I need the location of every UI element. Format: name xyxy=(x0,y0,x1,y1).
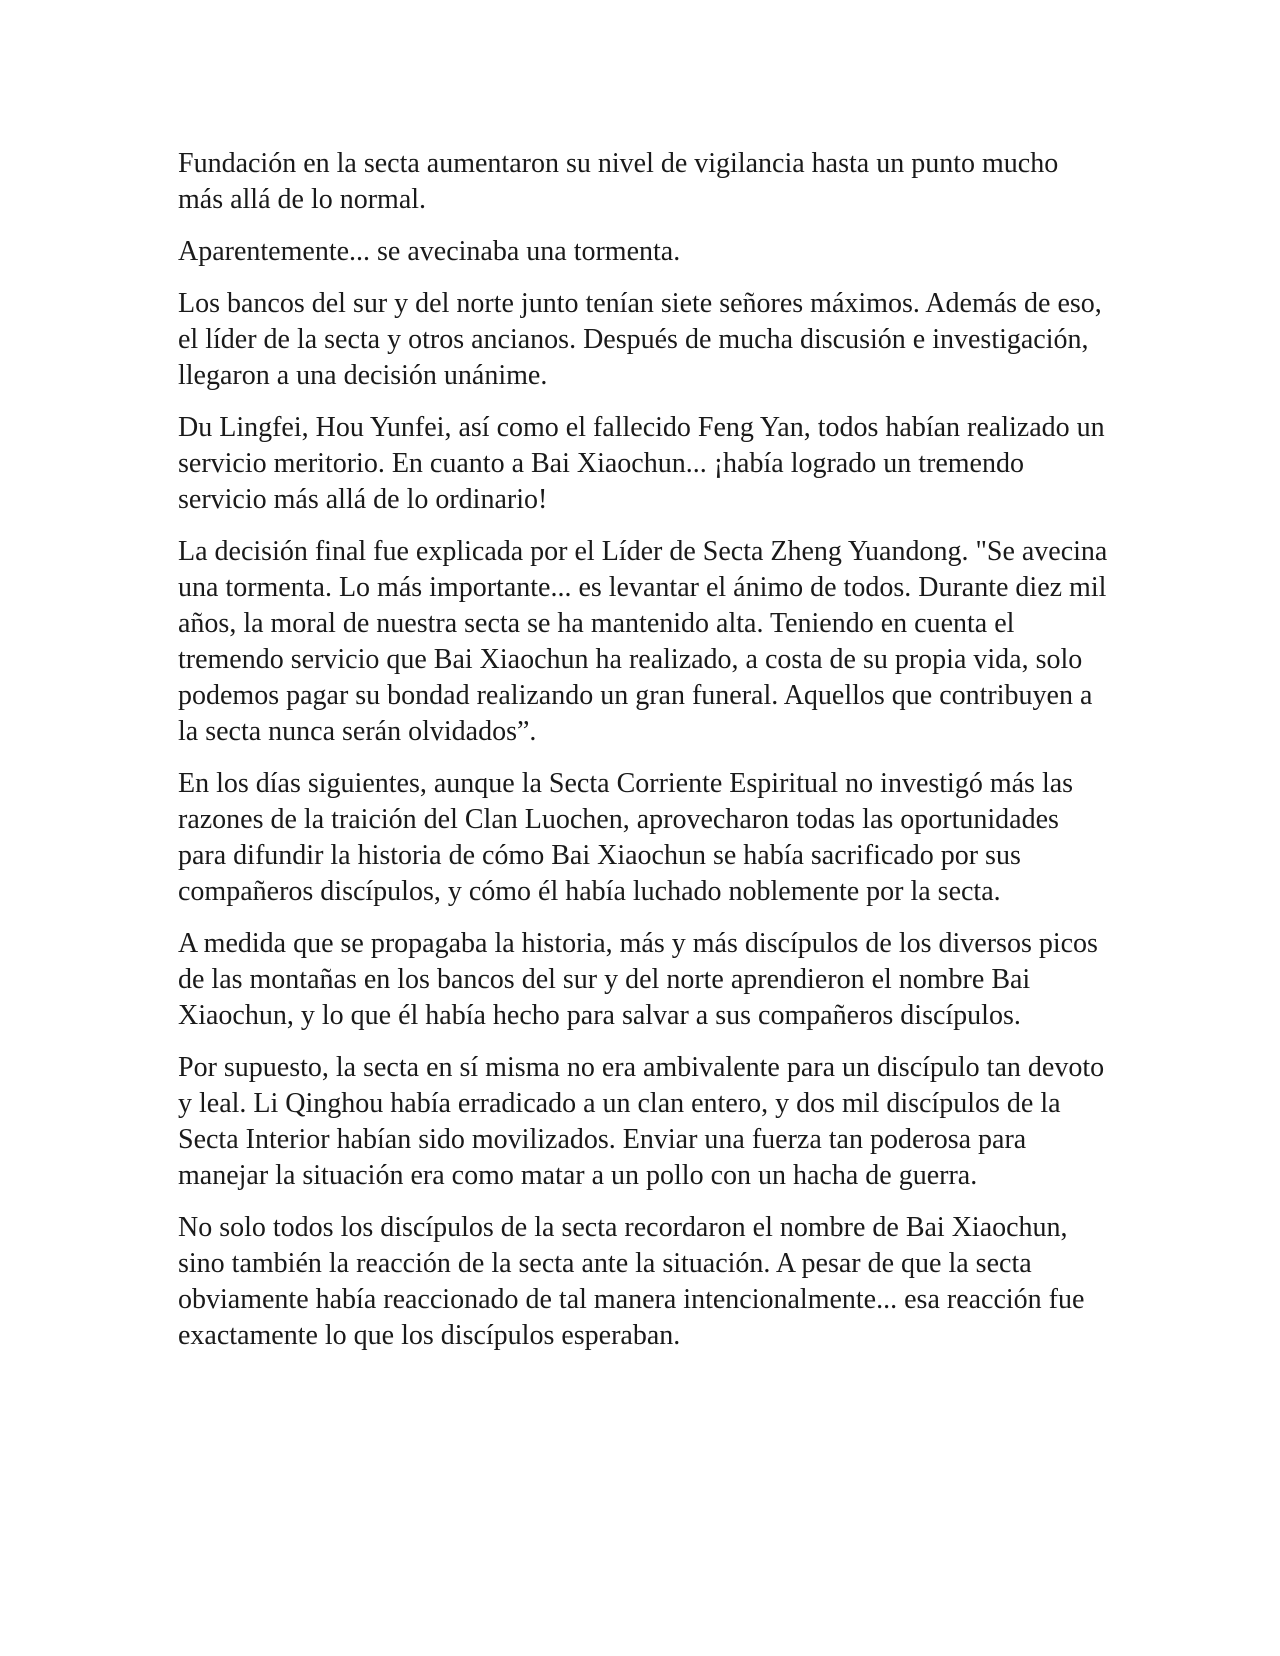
paragraph: Por supuesto, la secta en sí misma no era ambivalente para un discípulo tan devoto y leal. Li Qinghou había erradicado a un clan entero, y dos mil discípulos de la Secta Interior habían sido movilizados. Enviar una fuerza tan poderosa para manejar la situación era como matar a un pollo con un hacha de guerra. xyxy=(178,1052,1105,1191)
paragraph: Los bancos del sur y del norte junto tenían siete señores máximos. Además de eso, el líder de la secta y otros ancianos. Después de mucha discusión e investigación, llegaron a una decisión unánime. xyxy=(178,288,1102,391)
paragraph: En los días siguientes, aunque la Secta Corriente Espiritual no investigó más las razones de la traición del Clan Luochen, aprovecharon todas las oportunidades para difundir la historia de cómo Bai Xiaochun se había sacrificado por sus compañeros discípulos, y cómo él había luchado noblemente por la secta. xyxy=(178,768,1074,907)
paragraph: Du Lingfei, Hou Yunfei, así como el fallecido Feng Yan, todos habían realizado un servicio meritorio. En cuanto a Bai Xiaochun... ¡había logrado un tremendo servicio más allá de lo ordinario! xyxy=(178,412,1105,515)
document-page xyxy=(178,146,1108,1370)
paragraph: No solo todos los discípulos de la secta recordaron el nombre de Bai Xiaochun, sino también la reacción de la secta ante la situación. A pesar de que la secta obviamente había reaccionado de tal manera intencionalmente... esa reacción fue exactamente lo que los discípulos esperaban. xyxy=(178,1212,1085,1351)
paragraph: Fundación en la secta aumentaron su nivel de vigilancia hasta un punto mucho más allá de lo normal. xyxy=(178,148,1059,215)
paragraph: A medida que se propagaba la historia, más y más discípulos de los diversos picos de las montañas en los bancos del sur y del norte aprendieron el nombre Bai Xiaochun, y lo que él había hecho para salvar a sus compañeros discípulos. xyxy=(178,928,1098,1031)
paragraph: La decisión final fue explicada por el Líder de Secta Zheng Yuandong. "Se avecina una tormenta. Lo más importante... es levantar el ánimo de todos. Durante diez mil años, la moral de nuestra secta se ha mantenido alta. Teniendo en cuenta el tremendo servicio que Bai Xiaochun ha realizado, a costa de su propia vida, solo podemos pagar su bondad realizando un gran funeral. Aquellos que contribuyen a la secta nunca serán olvidados”. xyxy=(178,536,1108,747)
paragraph: Aparentemente... se avecinaba una tormenta. xyxy=(178,236,681,267)
